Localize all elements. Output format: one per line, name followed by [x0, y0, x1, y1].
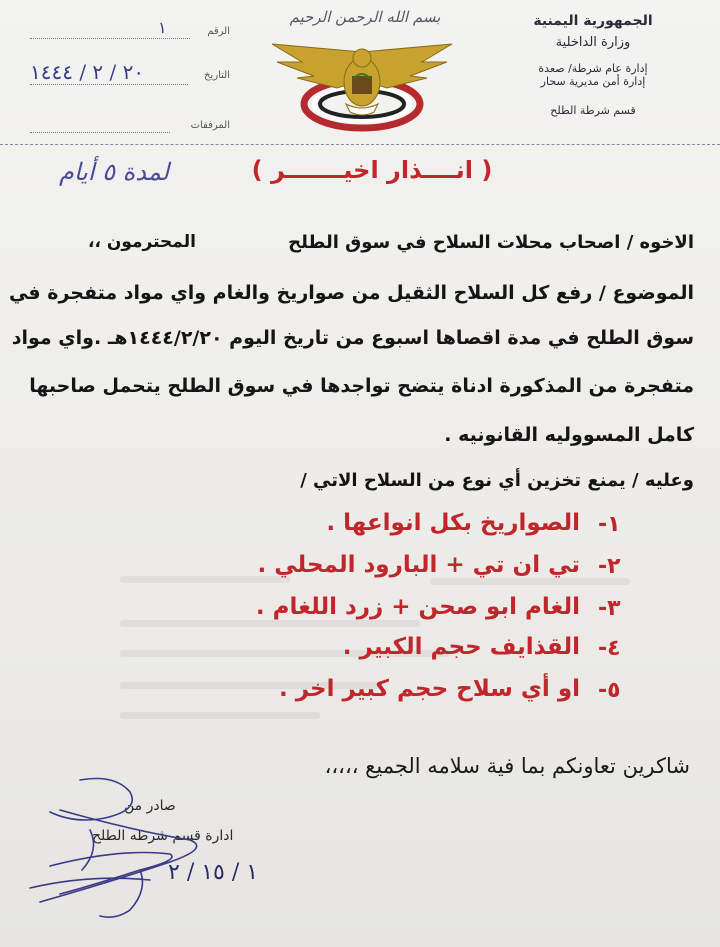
- number-value: ١: [158, 18, 167, 37]
- date-value: ٢٠ / ٢ / ١٤٤٤: [30, 60, 145, 84]
- item-text: تي ان تي + البارود المحلي .: [257, 552, 580, 578]
- yemen-eagle-emblem-icon: [262, 32, 462, 132]
- attachments-field: [30, 120, 170, 133]
- title-handwritten-note: لمدة ٥ أيام: [58, 158, 170, 186]
- item-number: ٢-: [598, 554, 621, 579]
- subject-line-2: سوق الطلح في مدة اقصاها اسبوع من تاريخ اليوم ١٤٤٤/٢/٢٠هـ .واي مواد: [11, 327, 694, 349]
- subject-line-3: متفجرة من المذكورة ادناة يتضح تواجدها في سوق الطلح يتحمل صاحبها: [29, 375, 694, 397]
- item-text: الصواريخ بكل انواعها .: [326, 510, 580, 536]
- basmala: بسم الله الرحمن الرحيم: [289, 8, 441, 26]
- item-number: ٣-: [598, 596, 621, 621]
- header-country: الجمهورية اليمنية: [533, 13, 653, 29]
- item-number: ١-: [598, 512, 621, 537]
- subject-line-1: الموضوع / رفع كل السلاح الثقيل من صواريخ والغام واي مواد متفجرة في: [8, 282, 694, 304]
- item-text: القذايف حجم الكبير .: [342, 634, 580, 660]
- item-text: او أي سلاح حجم كبير اخر .: [279, 676, 580, 702]
- header-district-security: إدارة أمن مديرية سحار: [540, 75, 646, 88]
- header-divider: [0, 144, 720, 145]
- date-label: التاريخ: [204, 70, 230, 81]
- handwritten-footer-date: ١ / ١٥ / ٢: [168, 860, 259, 885]
- header-directorate: إدارة عام شرطة/ صعدة: [538, 62, 648, 75]
- prohibition-intro: وعليه / يمنع تخزين أي نوع من السلاح الاتي /: [300, 470, 694, 491]
- signature: [20, 770, 220, 920]
- addressee: الاخوه / اصحاب محلات السلاح في سوق الطلح: [288, 232, 694, 253]
- item-number: ٥-: [598, 678, 621, 703]
- item-number: ٤-: [598, 636, 621, 661]
- subject-line-4: كامل المسووليه القانونيه .: [444, 424, 694, 446]
- issued-from-label: صادر من: [124, 798, 176, 814]
- number-label: الرقم: [207, 26, 230, 37]
- header-police-section: قسم شرطة الطلح: [550, 104, 636, 117]
- attachments-label: المرفقات: [190, 120, 230, 131]
- issuer-name: ادارة قسم شرطه الطلح: [92, 828, 234, 844]
- closing-line: شاكرين تعاونكم بما فية سلامه الجميع ،،،،،: [324, 754, 690, 778]
- header-ministry: وزارة الداخلية: [555, 35, 631, 50]
- document-title: ( انــــذار اخيـــــــر ): [251, 156, 493, 184]
- item-text: الغام ابو صحن + زرد اللغام .: [255, 594, 580, 620]
- addressee-salutation: المحترمون ،،: [88, 232, 196, 252]
- header-right-block: [488, 12, 698, 120]
